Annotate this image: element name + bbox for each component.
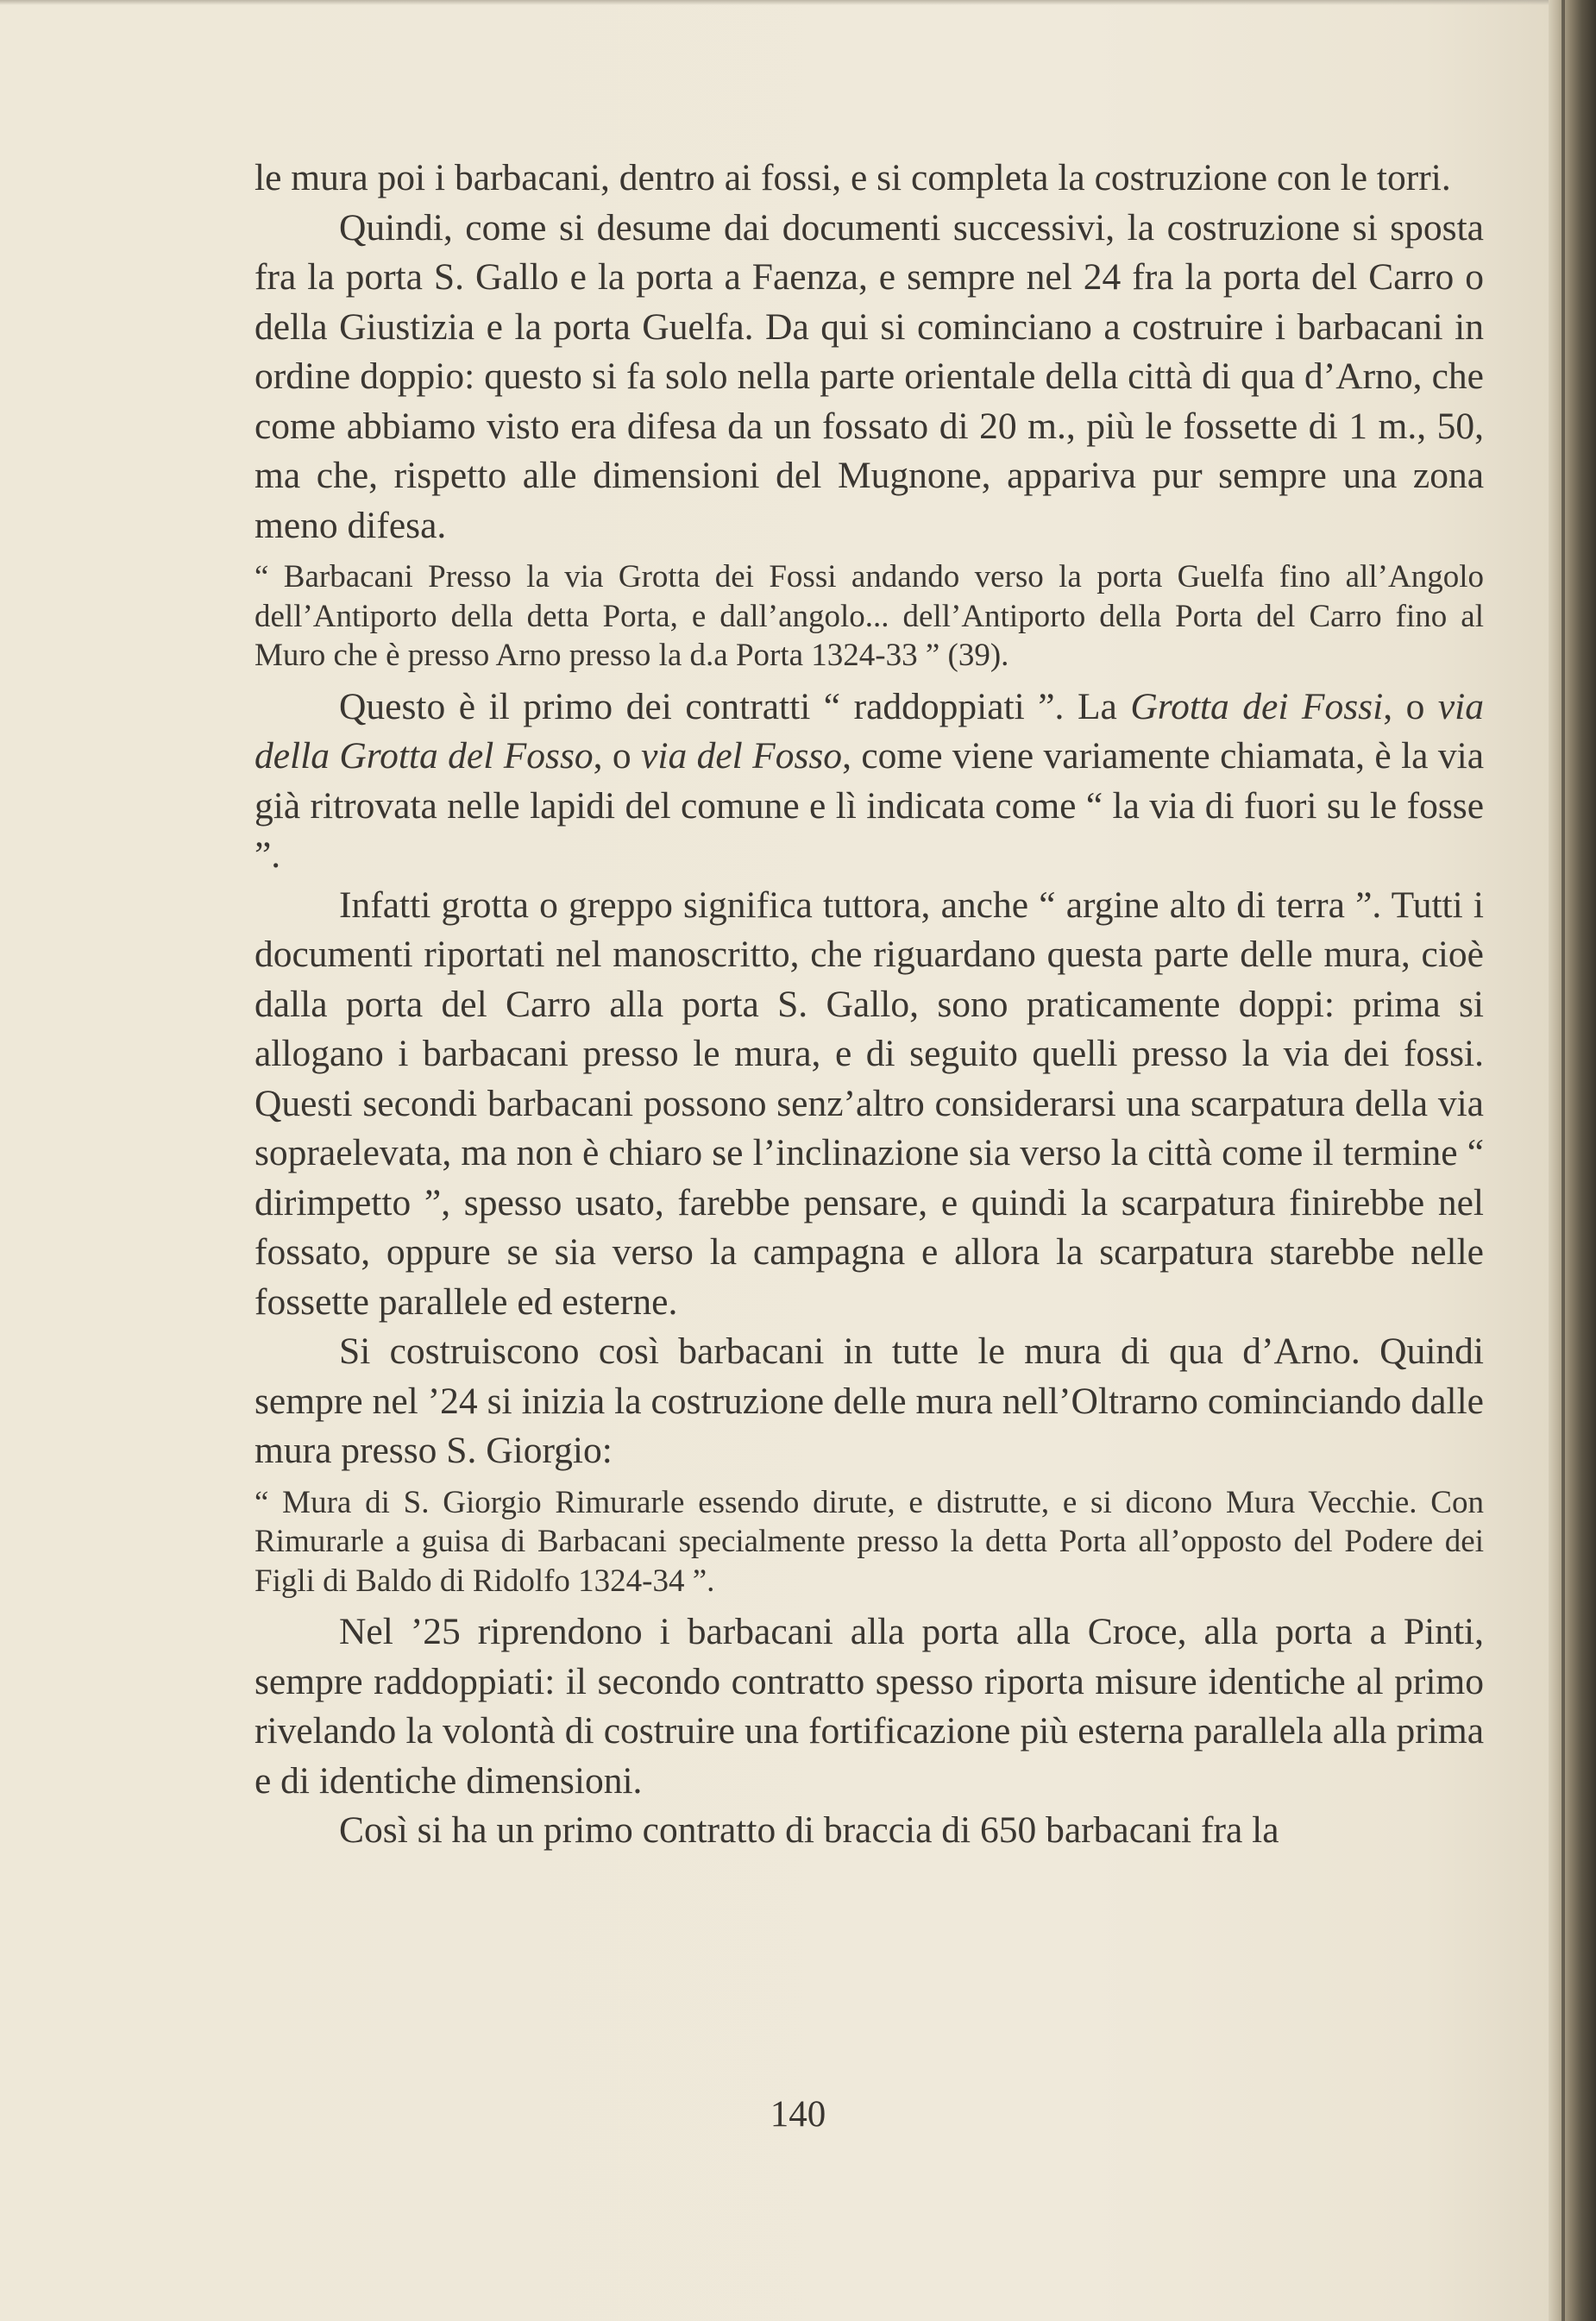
paragraph-4 [254,881,1484,1328]
book-spine-shadow [1549,0,1596,2321]
block-quote-1 [254,557,1484,676]
page-number: 140 [770,2094,826,2135]
italic-run: Grotta dei Fossi [1130,685,1384,727]
text-run: Questo è il primo dei contratti “ raddoppiati ”. La [339,685,1131,727]
paragraph-6 [254,1607,1484,1806]
paragraph-7 [254,1806,1484,1856]
page-body [254,154,1484,1856]
text-run: Infatti grotta o greppo significa tuttora, anche “ argine alto di terra ”. Tutti i documenti riportati nel manoscritto, che riguardano questa parte delle mura, cioè dalla porta del Carro alla porta S. Gallo, sono praticamente doppi: prima si allogano i barbacani presso le mura, e di seguito quelli presso la via dei fossi. Questi secondi barbacani possono senz’altro considerarsi una scarpatura della via sopraelevata, ma non è chiaro se l’inclinazione sia verso la città come il termine “ dirimpetto ”, spesso usato, farebbe pensare, e quindi la scarpatura finirebbe nel fossato, oppure se sia verso la campagna e allora la scarpatura starebbe nelle fossette parallele ed esterne. [254,884,1484,1323]
text-run: Si costruiscono così barbacani in tutte le mura di qua d’Arno. Quindi sempre nel ’24 si inizia la costruzione delle mura nell’Oltrarno cominciando dalle mura presso S. Giorgio: [254,1330,1484,1471]
paragraph-5 [254,1327,1484,1476]
text-run: le mura poi i barbacani, dentro ai fossi, e si completa la costruzione con le torri. [254,157,1451,198]
text-run: “ Mura di S. Giorgio Rimurarle essendo dirute, e distrutte, e si dicono Mura Vecchie. Con Rimurarle a guisa di Barbacani specialmente presso la detta Porta all’opposto del Podere dei Figli di Baldo di Ridolfo 1324-34 ”. [254,1484,1484,1599]
paragraph-3 [254,682,1484,881]
text-run: Quindi, come si desume dai documenti successivi, la costruzione si sposta fra la porta S. Gallo e la porta a Faenza, e sempre nel 24 fra la porta del Carro o della Giustizia e la porta Guelfa. Da qui si cominciano a costruire i barbacani in ordine doppio: questo si fa solo nella parte orientale della città di qua d’Arno, che come abbiamo visto era difesa da un fossato di 20 m., più le fossette di 1 m., 50, ma che, rispetto alle dimensioni del Mugnone, appariva pur sempre una zona meno difesa. [254,206,1484,546]
book-spine-fold [1561,0,1565,2321]
italic-run: via del Fosso [641,735,843,777]
page-top-edge [0,0,1549,5]
text-run: Così si ha un primo contratto di braccia di 650 barbacani fra la [339,1809,1279,1851]
text-run: , come viene variamente chiamata, è la via già ritrovata nelle lapidi del comune e lì indicata come “ la via di fuori su le fosse ”. [254,735,1485,876]
text-run: , o [1383,685,1438,727]
text-run: Nel ’25 riprendono i barbacani alla porta alla Croce, alla porta a Pinti, sempre raddoppiati: il secondo contratto spesso riporta misure identiche al primo rivelando la volontà di costruire una fortificazione più esterna parallela alla prima e di identiche dimensioni. [254,1611,1484,1802]
text-run: “ Barbacani Presso la via Grotta dei Fossi andando verso la porta Guelfa fino all’Angolo dell’Antiporto della detta Porta, e dall’angolo... dell’Antiporto della Porta del Carro fino al Muro che è presso Arno presso la d.a Porta 1324-33 ” (39). [254,559,1484,673]
paragraph-1 [254,154,1484,204]
italic-run: via della Grotta del Fosso [254,685,1484,777]
paragraph-2 [254,204,1484,551]
block-quote-2 [254,1483,1484,1601]
text-run: , o [593,735,642,777]
